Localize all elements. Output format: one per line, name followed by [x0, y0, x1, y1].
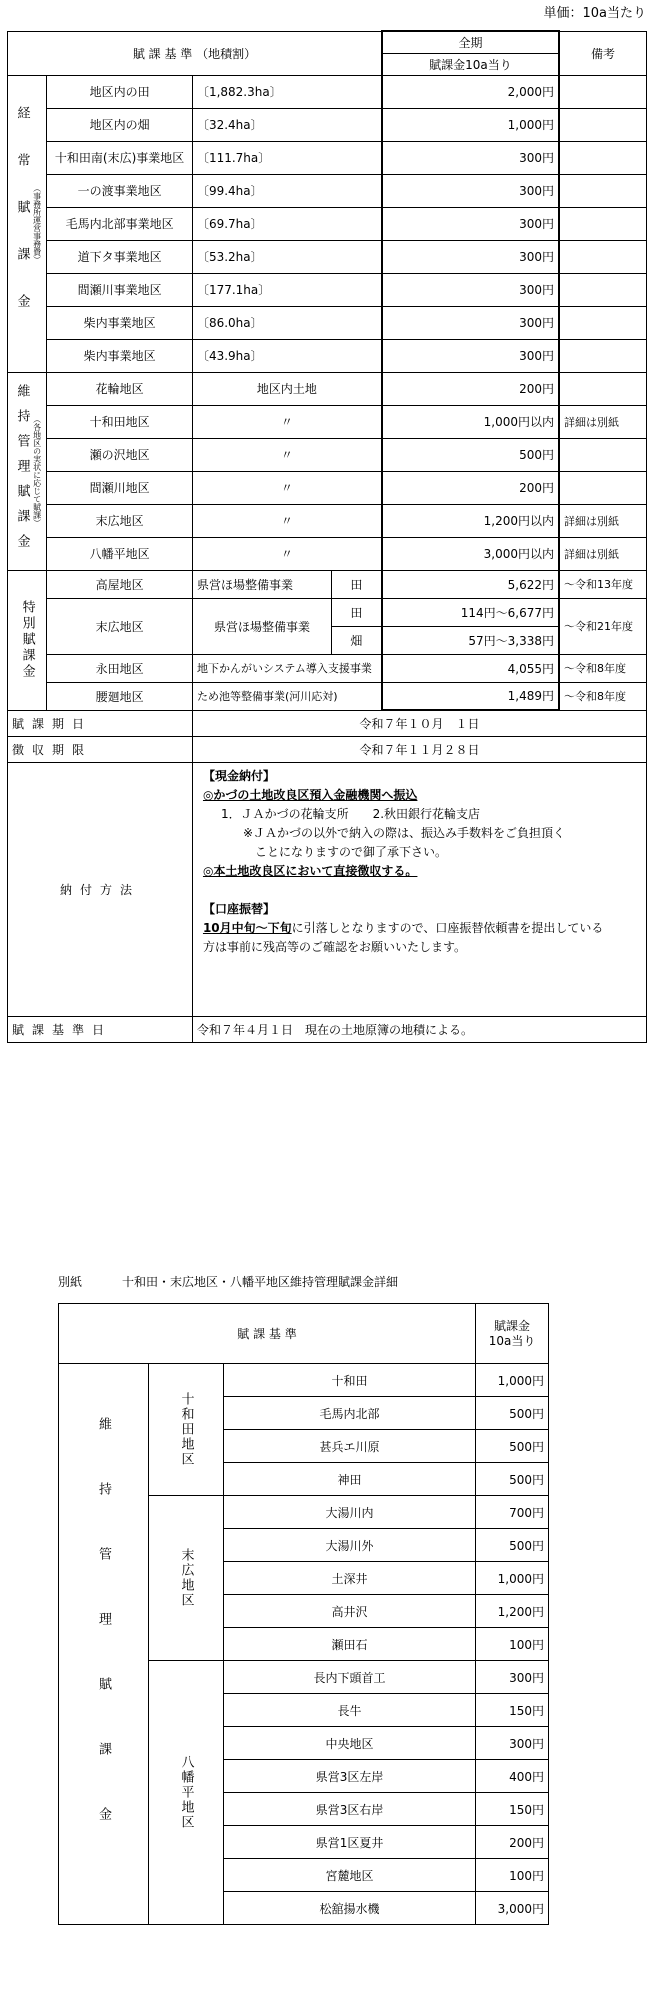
appendix-row-amount: 200円: [476, 1826, 549, 1859]
suehiro-project: 県営ほ場整備事業: [192, 598, 331, 654]
keijo-amount: 300円: [382, 141, 559, 174]
iji-area: 〃: [192, 471, 381, 504]
keijo-remark: [559, 339, 646, 372]
keijo-remark: [559, 207, 646, 240]
fee-note-2: ことになりますので御了承下さい。: [254, 844, 447, 859]
iji-area: 地区内土地: [192, 372, 381, 405]
keijo-amount: 2,000円: [382, 75, 559, 108]
keijo-area: 〔1,882.3ha〕: [192, 75, 381, 108]
appendix-row-name: 甚兵エ川原: [224, 1430, 476, 1463]
header-remarks: 備考: [559, 31, 646, 75]
keijo-remark: [559, 108, 646, 141]
appendix-row-amount: 500円: [476, 1463, 549, 1496]
keijo-amount: 300円: [382, 273, 559, 306]
keijo-amount: 300円: [382, 207, 559, 240]
takaya-kind: 田: [331, 570, 381, 598]
keijo-area: 〔99.4ha〕: [192, 174, 381, 207]
suehiro-amount1: 114円～6,677円: [382, 598, 559, 626]
main-table: [7, 30, 647, 1043]
appendix-row-name: 大湯川外: [224, 1529, 476, 1562]
keijo-name: 地区内の畑: [47, 108, 193, 141]
transfer-text: 10月中旬～下旬に引落しとなりますので、口座振替依頼書を提出している: [202, 920, 604, 935]
takaya-name: 高屋地区: [47, 570, 193, 598]
keijo-area: 〔53.2ha〕: [192, 240, 381, 273]
iji-remark: 詳細は別紙: [559, 504, 646, 537]
appendix-section-label: 十和田地区: [149, 1364, 224, 1496]
iji-amount: 200円: [382, 372, 559, 405]
appendix-row-amount: 300円: [476, 1727, 549, 1760]
iji-remark: [559, 438, 646, 471]
iji-area: 〃: [192, 405, 381, 438]
iji-amount: 1,200円以内: [382, 504, 559, 537]
bank-list: 1．ＪＡかづの花輪支所 2.秋田銀行花輪支店: [220, 806, 481, 821]
keijo-name: 柴内事業地区: [47, 306, 193, 339]
appendix-row-amount: 1,000円: [476, 1562, 549, 1595]
keijo-name: 十和田南(末広)事業地区: [47, 141, 193, 174]
keijo-remark: [559, 306, 646, 339]
iji-amount: 1,000円以内: [382, 405, 559, 438]
fuka-kijitsu-value: 令和７年１０月 １日: [192, 710, 646, 736]
nofu-label: 納付方法: [8, 762, 193, 1016]
header-period: 全期: [382, 31, 559, 53]
keijo-name: 柴内事業地区: [47, 339, 193, 372]
keijo-area: 〔111.7ha〕: [192, 141, 381, 174]
appendix-row-name: 瀬田石: [224, 1628, 476, 1661]
fuka-kijun-value: 令和７年４月１日 現在の土地原簿の地積による。: [192, 1016, 646, 1042]
appendix-row-amount: 1,000円: [476, 1364, 549, 1397]
iji-area: 〃: [192, 537, 381, 570]
iji-remark: 詳細は別紙: [559, 537, 646, 570]
appendix-row-name: 宮麓地区: [224, 1859, 476, 1892]
appendix-section-label: 八幡平地区: [149, 1661, 224, 1925]
appendix-row-amount: 150円: [476, 1694, 549, 1727]
appendix-row-amount: 500円: [476, 1529, 549, 1562]
appendix-row-name: 長牛: [224, 1694, 476, 1727]
direct-collection: ◎本土地改良区において直接徴収する。: [202, 863, 418, 878]
koshi-project: ため池等整備事業(河川応対): [192, 682, 381, 710]
iji-amount: 500円: [382, 438, 559, 471]
iji-name: 間瀬川地区: [47, 471, 193, 504]
keijo-remark: [559, 240, 646, 273]
appendix-row-name: 高井沢: [224, 1595, 476, 1628]
keijo-name: 毛馬内北部事業地区: [47, 207, 193, 240]
choshu-kigen-label: 徴収期限: [8, 736, 193, 762]
iji-area: 〃: [192, 504, 381, 537]
iji-name: 末広地区: [47, 504, 193, 537]
appendix-row-name: 土深井: [224, 1562, 476, 1595]
appendix-row-amount: 500円: [476, 1430, 549, 1463]
suehiro-remark: ～令和21年度: [559, 598, 646, 654]
keijo-amount: 300円: [382, 174, 559, 207]
tokubetsu-group-label: 特別賦課金: [8, 570, 47, 710]
appendix-row-amount: 3,000円: [476, 1892, 549, 1925]
iji-amount: 200円: [382, 471, 559, 504]
appendix-row-amount: 1,200円: [476, 1595, 549, 1628]
keijo-area: 〔69.7ha〕: [192, 207, 381, 240]
nagata-name: 永田地区: [47, 654, 193, 682]
appendix-row-name: 毛馬内北部: [224, 1397, 476, 1430]
appendix-row-name: 中央地区: [224, 1727, 476, 1760]
appendix-title: 別紙 十和田・末広地区・八幡平地区維持管理賦課金詳細: [58, 1275, 399, 1289]
appendix-header-criteria: 賦 課 基 準: [59, 1304, 476, 1364]
fuka-kijitsu-label: 賦課期日: [8, 710, 193, 736]
appendix-row-amount: 700円: [476, 1496, 549, 1529]
keijo-name: 道下タ事業地区: [47, 240, 193, 273]
appendix-row-name: 長内下頭首工: [224, 1661, 476, 1694]
header-criteria: 賦 課 基 準 （地積割）: [8, 31, 382, 75]
appendix-row-name: 神田: [224, 1463, 476, 1496]
takaya-project: 県営ほ場整備事業: [192, 570, 331, 598]
keijo-remark: [559, 75, 646, 108]
takaya-remark: ～令和13年度: [559, 570, 646, 598]
appendix-row-name: 県営1区夏井: [224, 1826, 476, 1859]
appendix-row-amount: 100円: [476, 1859, 549, 1892]
appendix-section-label: 末広地区: [149, 1496, 224, 1661]
keijo-amount: 300円: [382, 306, 559, 339]
appendix-table: [58, 1303, 549, 1925]
suehiro-name: 末広地区: [47, 598, 193, 654]
appendix-row-amount: 300円: [476, 1661, 549, 1694]
keijo-name: 一の渡事業地区: [47, 174, 193, 207]
keijo-area: 〔86.0ha〕: [192, 306, 381, 339]
appendix-header-amount: 賦課金 10a当り: [476, 1304, 549, 1364]
takaya-amount: 5,622円: [382, 570, 559, 598]
transfer-text-2: 方は事前に残高等のご確認をお願いいたします。: [202, 939, 466, 954]
nofu-content: [192, 762, 646, 1016]
header-period-sub: 賦課金10a当り: [382, 53, 559, 75]
keijo-amount: 1,000円: [382, 108, 559, 141]
choshu-kigen-value: 令和７年１１月２８日: [192, 736, 646, 762]
keijo-name: 間瀬川事業地区: [47, 273, 193, 306]
keijo-remark: [559, 273, 646, 306]
iji-area: 〃: [192, 438, 381, 471]
keijo-area: 〔177.1ha〕: [192, 273, 381, 306]
iji-remark: [559, 471, 646, 504]
iji-name: 花輪地区: [47, 372, 193, 405]
appendix-row-name: 松舘揚水機: [224, 1892, 476, 1925]
cash-heading: 【現金納付】: [202, 768, 275, 783]
keijo-amount: 300円: [382, 339, 559, 372]
iji-name: 八幡平地区: [47, 537, 193, 570]
appendix-row-name: 県営3区右岸: [224, 1793, 476, 1826]
iji-name: 瀬の沢地区: [47, 438, 193, 471]
fee-note-1: ※ＪＡかづの以外で納入の際は、振込み手数料をご負担頂く: [242, 825, 566, 840]
bank-heading: ◎かづの土地改良区預入金融機関へ振込: [202, 787, 418, 802]
iji-group-label: 維持管理賦課金 （各地区の実状に応じて賦課）: [8, 372, 47, 570]
nagata-project: 地下かんがいシステム導入支援事業: [192, 654, 381, 682]
appendix-row-amount: 100円: [476, 1628, 549, 1661]
iji-remark: [559, 372, 646, 405]
keijo-group-label: 経常賦課金 （事務所運営事務費）: [8, 75, 47, 372]
koshi-amount: 1,489円: [382, 682, 559, 710]
iji-amount: 3,000円以内: [382, 537, 559, 570]
suehiro-kind1: 田: [331, 598, 381, 626]
keijo-area: 〔32.4ha〕: [192, 108, 381, 141]
keijo-remark: [559, 141, 646, 174]
keijo-name: 地区内の田: [47, 75, 193, 108]
iji-name: 十和田地区: [47, 405, 193, 438]
suehiro-amount2: 57円～3,338円: [382, 626, 559, 654]
keijo-remark: [559, 174, 646, 207]
appendix-row-amount: 500円: [476, 1397, 549, 1430]
nagata-amount: 4,055円: [382, 654, 559, 682]
unit-label: 単価：10a当たり: [543, 6, 646, 21]
keijo-amount: 300円: [382, 240, 559, 273]
keijo-area: 〔43.9ha〕: [192, 339, 381, 372]
appendix-group-label: 維持管理賦課金: [59, 1364, 149, 1925]
iji-remark: 詳細は別紙: [559, 405, 646, 438]
transfer-heading: 【口座振替】: [202, 901, 275, 916]
koshi-name: 腰廻地区: [47, 682, 193, 710]
appendix-row-name: 十和田: [224, 1364, 476, 1397]
appendix-row-name: 大湯川内: [224, 1496, 476, 1529]
appendix-row-name: 県営3区左岸: [224, 1760, 476, 1793]
koshi-remark: ～令和8年度: [559, 682, 646, 710]
nagata-remark: ～令和8年度: [559, 654, 646, 682]
suehiro-kind2: 畑: [331, 626, 381, 654]
fuka-kijun-label: 賦課基準日: [8, 1016, 193, 1042]
appendix-row-amount: 150円: [476, 1793, 549, 1826]
appendix-row-amount: 400円: [476, 1760, 549, 1793]
